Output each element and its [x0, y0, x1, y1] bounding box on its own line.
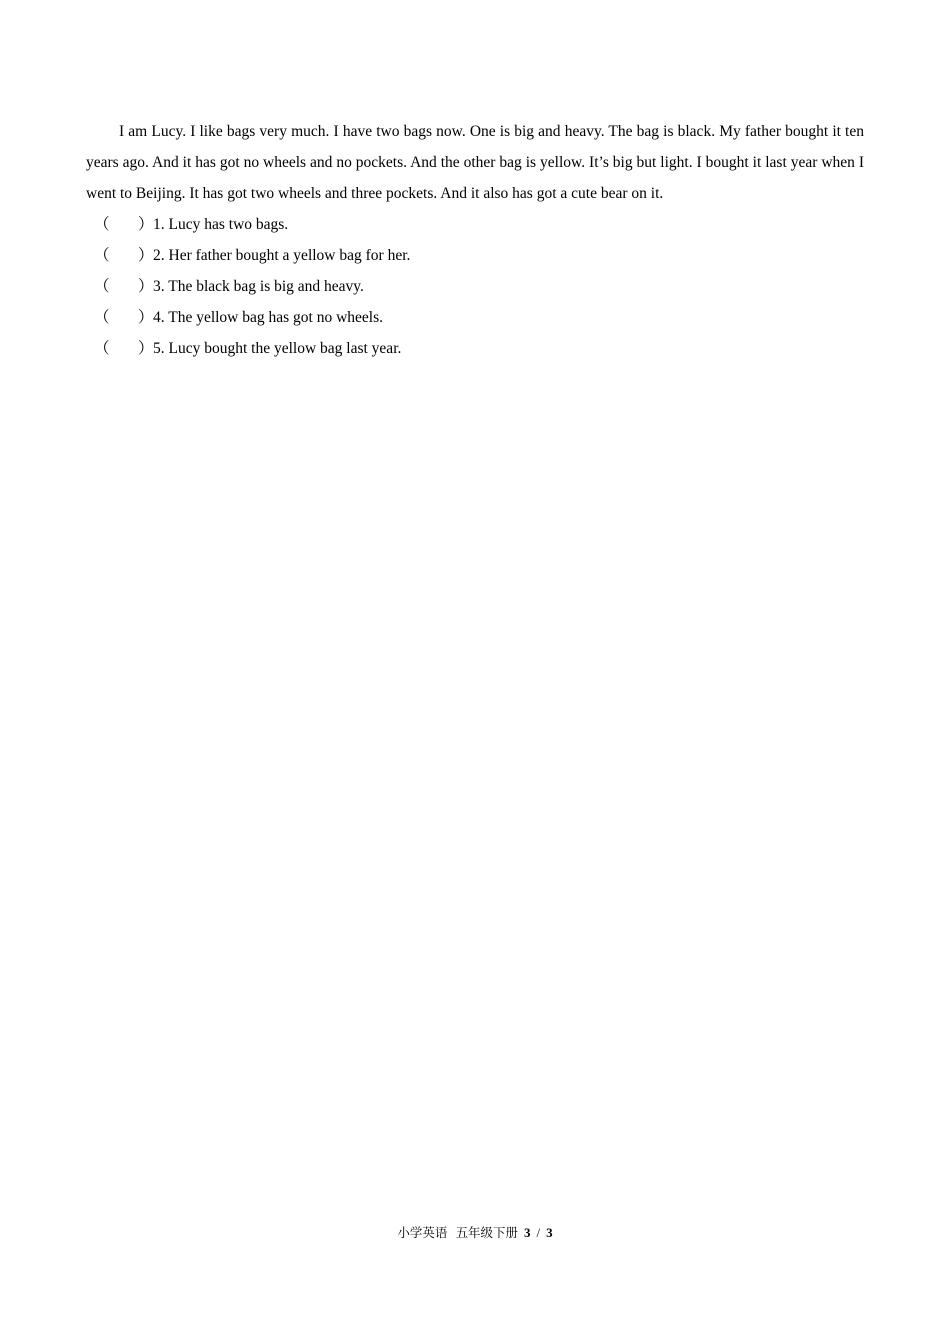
answer-bracket-close: ） — [138, 340, 154, 357]
reading-section — [86, 116, 864, 364]
question-text: 3. The black bag is big and heavy. — [153, 278, 364, 295]
answer-bracket-open: （ — [94, 309, 110, 326]
question-text: 5. Lucy bought the yellow bag last year. — [153, 340, 402, 357]
answer-bracket-open: （ — [94, 278, 110, 295]
footer-page-number: 3 — [523, 1225, 531, 1240]
question-item — [86, 333, 864, 364]
answer-bracket-close: ） — [138, 278, 154, 295]
footer-course: 小学英语 — [397, 1225, 448, 1240]
footer-total-pages: 3 — [546, 1225, 553, 1240]
footer-separator: / — [536, 1225, 541, 1240]
question-item — [86, 302, 864, 333]
question-item — [86, 209, 864, 240]
answer-bracket-close: ） — [138, 247, 154, 264]
answer-bracket-open: （ — [94, 216, 110, 233]
page-footer — [0, 1223, 950, 1243]
answer-bracket-open: （ — [94, 340, 110, 357]
question-text: 1. Lucy has two bags. — [153, 216, 289, 233]
question-item — [86, 271, 864, 302]
question-text: 4. The yellow bag has got no wheels. — [153, 309, 384, 326]
question-text: 2. Her father bought a yellow bag for her. — [153, 247, 411, 264]
reading-passage: I am Lucy. I like bags very much. I have two bags now. One is big and heavy. The bag is black. My father bought it ten years ago. And it has got no wheels and no pockets. And the other bag is yellow. It’s big but light. I bought it last year when I went to Beijing. It has got two wheels and three pockets. And it also has got a cute bear on it. — [86, 123, 864, 202]
answer-bracket-close: ） — [138, 216, 154, 233]
answer-bracket-close: ） — [138, 309, 154, 326]
answer-bracket-open: （ — [94, 247, 110, 264]
footer-grade: 五年级下册 — [455, 1225, 518, 1240]
question-item — [86, 240, 864, 271]
